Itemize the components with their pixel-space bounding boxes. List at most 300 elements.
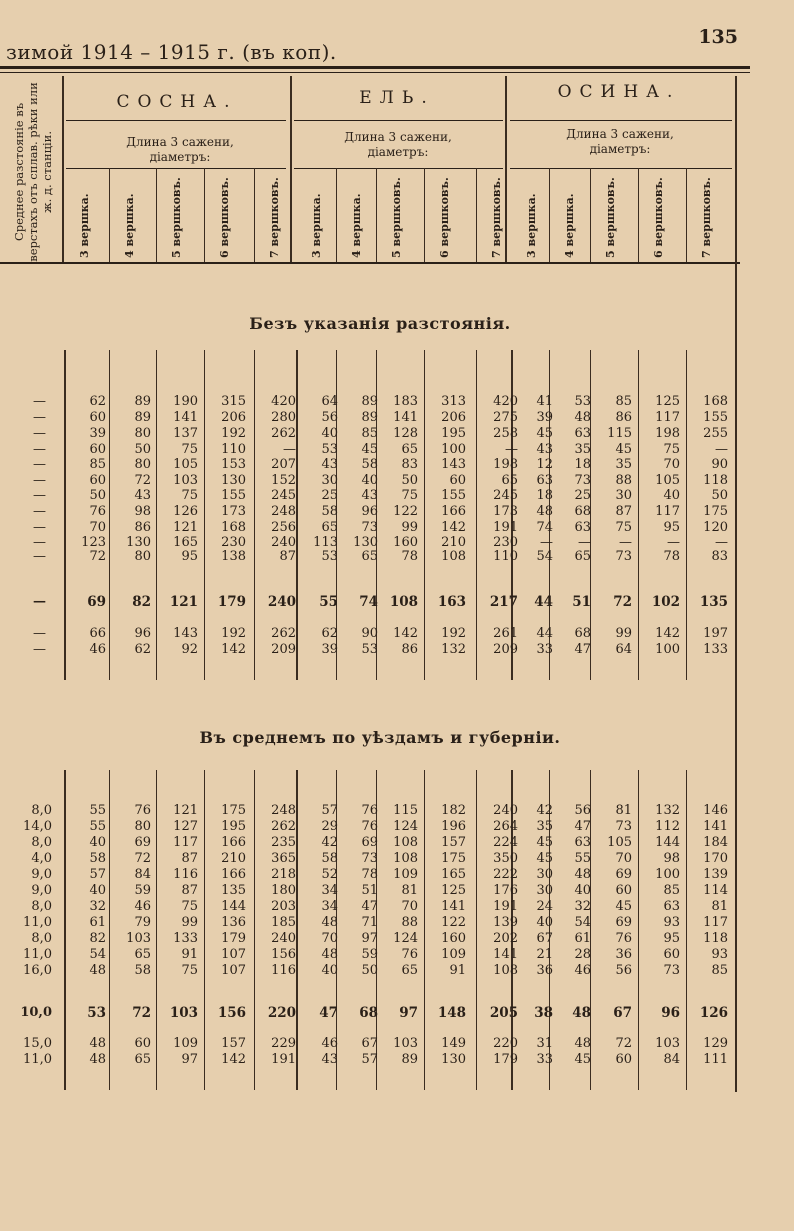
table-cell: 65 xyxy=(361,549,378,564)
table-cell: 198 xyxy=(493,457,518,472)
table-cell: — xyxy=(667,535,680,550)
table-cell: 47 xyxy=(574,819,591,834)
table-cell: 75 xyxy=(181,442,198,457)
diameter-divider xyxy=(254,168,255,262)
table-cell: 80 xyxy=(134,457,151,472)
table-cell: 84 xyxy=(663,1052,680,1067)
table-cell: 166 xyxy=(221,835,246,850)
row-distance-label: — xyxy=(33,549,46,564)
table-cell: 97 xyxy=(399,1005,418,1021)
diameter-divider xyxy=(336,168,337,262)
row-distance-label: 9,0 xyxy=(31,867,52,882)
table-cell: 70 xyxy=(615,851,632,866)
diameter-divider xyxy=(109,168,110,262)
table-cell: 103 xyxy=(173,473,198,488)
table-cell: 209 xyxy=(493,642,518,657)
table-cell: 99 xyxy=(401,520,418,535)
species-underline xyxy=(66,120,286,121)
section-title-unspecified: Безъ указанія разстоянія. xyxy=(249,314,511,333)
table-cell: 50 xyxy=(89,488,106,503)
table-cell: 111 xyxy=(703,1052,728,1067)
table-cell: 43 xyxy=(536,442,553,457)
table-cell: 255 xyxy=(703,426,728,441)
table-cell: 58 xyxy=(321,851,338,866)
table-cell: 197 xyxy=(703,626,728,641)
table-cell: 155 xyxy=(221,488,246,503)
table-cell: 60 xyxy=(89,410,106,425)
table-cell: 91 xyxy=(449,963,466,978)
table-cell: 55 xyxy=(319,594,338,610)
table-cell: 65 xyxy=(401,963,418,978)
table-cell: 173 xyxy=(493,504,518,519)
table-cell: 61 xyxy=(89,915,106,930)
table-cell: 45 xyxy=(536,426,553,441)
table-cell: 45 xyxy=(361,442,378,457)
table-cell: 81 xyxy=(615,803,632,818)
table-cell: 60 xyxy=(89,473,106,488)
table-cell: 30 xyxy=(321,473,338,488)
diameter-label: 3 вершка. xyxy=(310,193,323,258)
table-cell: 89 xyxy=(401,1052,418,1067)
diameter-header xyxy=(438,176,452,258)
table-cell: 95 xyxy=(181,549,198,564)
table-cell: 210 xyxy=(221,851,246,866)
diameter-header xyxy=(700,176,714,258)
table-cell: 230 xyxy=(493,535,518,550)
diameter-divider xyxy=(638,168,639,262)
table-cell: 124 xyxy=(393,819,418,834)
table-cell: 88 xyxy=(615,473,632,488)
diameter-header xyxy=(310,176,324,258)
table-cell: 70 xyxy=(663,457,680,472)
table-cell: 137 xyxy=(173,426,198,441)
table-cell: 132 xyxy=(441,642,466,657)
table-cell: 190 xyxy=(173,394,198,409)
diameter-label: 7 вершковъ. xyxy=(268,177,281,258)
table-cell: 264 xyxy=(493,819,518,834)
table-cell: 116 xyxy=(173,867,198,882)
table-cell: 115 xyxy=(607,426,632,441)
diameter-header xyxy=(604,176,618,258)
table-cell: 56 xyxy=(615,963,632,978)
table-cell: 155 xyxy=(441,488,466,503)
table-cell: 130 xyxy=(126,535,151,550)
table-cell: 18 xyxy=(574,457,591,472)
table-cell: 48 xyxy=(321,947,338,962)
table-cell: 256 xyxy=(271,520,296,535)
table-cell: 70 xyxy=(401,899,418,914)
table-cell: 182 xyxy=(441,803,466,818)
table-cell: 202 xyxy=(493,931,518,946)
diameter-header xyxy=(350,176,364,258)
table-cell: 79 xyxy=(134,915,151,930)
table-cell: — xyxy=(578,535,591,550)
table-cell: 87 xyxy=(181,883,198,898)
row-distance-label: 8,0 xyxy=(31,931,52,946)
table-cell: 53 xyxy=(574,394,591,409)
table-cell: 85 xyxy=(615,394,632,409)
table-cell: 43 xyxy=(321,457,338,472)
row-distance-label: 8,0 xyxy=(31,899,52,914)
table-cell: 245 xyxy=(271,488,296,503)
table-cell: 141 xyxy=(173,410,198,425)
table-cell: 87 xyxy=(181,851,198,866)
table-cell: 126 xyxy=(699,1005,728,1021)
table-cell: 118 xyxy=(703,473,728,488)
table-cell: 96 xyxy=(661,1005,680,1021)
row-distance-label: — xyxy=(33,442,46,457)
table-cell: 160 xyxy=(393,535,418,550)
table-cell: 73 xyxy=(615,819,632,834)
table-cell: 80 xyxy=(134,549,151,564)
diameter-header xyxy=(563,176,577,258)
table-cell: 143 xyxy=(173,626,198,641)
table-cell: 48 xyxy=(574,867,591,882)
table-cell: 73 xyxy=(361,520,378,535)
table-cell: — xyxy=(619,535,632,550)
diameter-header xyxy=(490,176,504,258)
table-cell: 240 xyxy=(493,803,518,818)
table-cell: 141 xyxy=(393,410,418,425)
table-cell: 141 xyxy=(441,899,466,914)
table-cell: 36 xyxy=(615,947,632,962)
table-cell: 105 xyxy=(607,835,632,850)
table-cell: 58 xyxy=(89,851,106,866)
table-cell: 153 xyxy=(221,457,246,472)
table-cell: 107 xyxy=(221,947,246,962)
table-cell: 71 xyxy=(361,915,378,930)
table-cell: 108 xyxy=(393,835,418,850)
table-cell: 139 xyxy=(703,867,728,882)
table-cell: 81 xyxy=(711,899,728,914)
diameter-divider xyxy=(204,168,205,262)
table-cell: 192 xyxy=(441,626,466,641)
table-cell: 313 xyxy=(441,394,466,409)
table-cell: 50 xyxy=(711,488,728,503)
table-cell: 69 xyxy=(615,915,632,930)
table-cell: 63 xyxy=(574,835,591,850)
table-cell: 175 xyxy=(221,803,246,818)
diameter-header xyxy=(390,176,404,258)
table-cell: 36 xyxy=(536,963,553,978)
diameter-header xyxy=(525,176,539,258)
table-cell: 121 xyxy=(169,594,198,610)
row-distance-label: — xyxy=(33,426,46,441)
table-cell: 96 xyxy=(361,504,378,519)
table-cell: 180 xyxy=(271,883,296,898)
table-cell: 157 xyxy=(441,835,466,850)
table-cell: 29 xyxy=(321,819,338,834)
row-distance-label: — xyxy=(33,488,46,503)
row-distance-label: — xyxy=(33,504,46,519)
table-cell: 58 xyxy=(321,504,338,519)
table-cell: 108 xyxy=(389,594,418,610)
diameter-divider xyxy=(376,168,377,262)
diameter-label: 6 вершковъ. xyxy=(218,177,231,258)
table-cell: 165 xyxy=(173,535,198,550)
table-cell: 59 xyxy=(361,947,378,962)
table-cell: 128 xyxy=(393,426,418,441)
row-distance-label: 16,0 xyxy=(23,963,52,978)
table-cell: 93 xyxy=(711,947,728,962)
table-cell: 210 xyxy=(441,535,466,550)
table-cell: 65 xyxy=(574,549,591,564)
table-cell: 57 xyxy=(361,1052,378,1067)
table-cell: — xyxy=(715,442,728,457)
table-cell: 30 xyxy=(536,867,553,882)
table-cell: 25 xyxy=(574,488,591,503)
table-cell: 163 xyxy=(437,594,466,610)
table-cell: 122 xyxy=(441,915,466,930)
diameter-label: 7 вершковъ. xyxy=(490,177,503,258)
table-cell: 365 xyxy=(271,851,296,866)
table-cell: 78 xyxy=(663,549,680,564)
table-cell: 165 xyxy=(441,867,466,882)
table-cell: 64 xyxy=(615,642,632,657)
diameter-label: 5 вершковъ. xyxy=(170,177,183,258)
table-cell: 99 xyxy=(615,626,632,641)
diameter-divider xyxy=(476,168,477,262)
group-divider xyxy=(290,76,292,262)
table-cell: 76 xyxy=(89,504,106,519)
table-cell: 80 xyxy=(134,426,151,441)
table-cell: 103 xyxy=(393,1036,418,1051)
species-aspen: ОСИНА. xyxy=(557,82,681,102)
table-cell: 133 xyxy=(173,931,198,946)
table-cell: 45 xyxy=(536,835,553,850)
row-distance-label: 4,0 xyxy=(31,851,52,866)
table-cell: 60 xyxy=(134,1036,151,1051)
table-cell: 69 xyxy=(134,835,151,850)
table-cell: 56 xyxy=(321,410,338,425)
row-distance-label: 8,0 xyxy=(31,803,52,818)
table-cell: 103 xyxy=(655,1036,680,1051)
table-cell: 245 xyxy=(493,488,518,503)
table-cell: 108 xyxy=(441,549,466,564)
table-cell: 148 xyxy=(437,1005,466,1021)
table-cell: 141 xyxy=(493,947,518,962)
table-cell: 47 xyxy=(361,899,378,914)
header-bottom-rule xyxy=(0,262,740,264)
table-cell: 141 xyxy=(703,819,728,834)
table-cell: 220 xyxy=(493,1036,518,1051)
table-cell: 155 xyxy=(703,410,728,425)
table-cell: 40 xyxy=(361,473,378,488)
table-cell: 70 xyxy=(321,931,338,946)
table-cell: 179 xyxy=(493,1052,518,1067)
table-cell: 121 xyxy=(173,803,198,818)
table-cell: 42 xyxy=(536,803,553,818)
table-cell: 135 xyxy=(699,594,728,610)
table-cell: 63 xyxy=(574,520,591,535)
table-cell: 315 xyxy=(221,394,246,409)
table-cell: 127 xyxy=(173,819,198,834)
table-cell: 224 xyxy=(493,835,518,850)
table-cell: 48 xyxy=(536,504,553,519)
table-cell: 205 xyxy=(489,1005,518,1021)
table-cell: 67 xyxy=(361,1036,378,1051)
table-cell: 62 xyxy=(321,626,338,641)
table-cell: 42 xyxy=(321,835,338,850)
table-cell: 149 xyxy=(441,1036,466,1051)
table-cell: 86 xyxy=(134,520,151,535)
length-spruce: Длина 3 сажени, діаметръ: xyxy=(344,130,452,159)
table-cell: 55 xyxy=(89,803,106,818)
table-cell: 262 xyxy=(271,426,296,441)
table-cell: 53 xyxy=(321,442,338,457)
table-cell: 34 xyxy=(321,883,338,898)
table-cell: 53 xyxy=(361,642,378,657)
table-cell: 130 xyxy=(441,1052,466,1067)
table-cell: 156 xyxy=(217,1005,246,1021)
table-cell: 65 xyxy=(321,520,338,535)
table-cell: 258 xyxy=(493,426,518,441)
table-cell: 59 xyxy=(134,883,151,898)
table-cell: 44 xyxy=(534,594,553,610)
table-cell: 235 xyxy=(271,835,296,850)
table-cell: 90 xyxy=(361,626,378,641)
table-cell: 209 xyxy=(271,642,296,657)
table-cell: 107 xyxy=(221,963,246,978)
row-distance-label: — xyxy=(33,457,46,472)
length-underline xyxy=(510,168,732,169)
table-cell: 21 xyxy=(536,947,553,962)
table-cell: 90 xyxy=(711,457,728,472)
table-cell: 118 xyxy=(703,931,728,946)
table-cell: 95 xyxy=(663,520,680,535)
table-cell: 230 xyxy=(221,535,246,550)
table-cell: 72 xyxy=(89,549,106,564)
table-cell: 30 xyxy=(615,488,632,503)
table-cell: 69 xyxy=(615,867,632,882)
table-cell: 32 xyxy=(89,899,106,914)
table-cell: 122 xyxy=(393,504,418,519)
table-cell: 183 xyxy=(393,394,418,409)
table-cell: 53 xyxy=(321,549,338,564)
table-cell: 108 xyxy=(393,851,418,866)
table-cell: 143 xyxy=(441,457,466,472)
table-cell: 146 xyxy=(703,803,728,818)
table-cell: 196 xyxy=(441,819,466,834)
row-distance-label: 14,0 xyxy=(23,819,52,834)
table-cell: 142 xyxy=(393,626,418,641)
table-cell: 40 xyxy=(89,835,106,850)
table-cell: 75 xyxy=(181,899,198,914)
table-cell: 63 xyxy=(663,899,680,914)
table-cell: 206 xyxy=(221,410,246,425)
table-cell: 41 xyxy=(536,394,553,409)
table-cell: 50 xyxy=(134,442,151,457)
table-cell: 130 xyxy=(353,535,378,550)
table-cell: 179 xyxy=(221,931,246,946)
table-cell: 144 xyxy=(221,899,246,914)
table-cell: 60 xyxy=(615,1052,632,1067)
table-cell: 108 xyxy=(493,963,518,978)
table-cell: 65 xyxy=(501,473,518,488)
diameter-divider xyxy=(549,168,550,262)
table-cell: 109 xyxy=(173,1036,198,1051)
table-cell: 105 xyxy=(173,457,198,472)
table-cell: 30 xyxy=(536,883,553,898)
species-spruce: ЕЛЬ. xyxy=(359,88,435,108)
distance-column-header xyxy=(12,82,60,262)
table-cell: 31 xyxy=(536,1036,553,1051)
table-cell: 48 xyxy=(89,1052,106,1067)
top-rule-thin xyxy=(0,72,750,73)
page-number: 135 xyxy=(698,26,738,48)
table-cell: 203 xyxy=(271,899,296,914)
table-cell: 65 xyxy=(134,1052,151,1067)
table-cell: 240 xyxy=(271,535,296,550)
table-cell: 97 xyxy=(181,1052,198,1067)
table-cell: 40 xyxy=(321,426,338,441)
table-cell: 85 xyxy=(89,457,106,472)
table-cell: 192 xyxy=(221,426,246,441)
table-cell: 47 xyxy=(319,1005,338,1021)
table-cell: 98 xyxy=(663,851,680,866)
table-cell: 117 xyxy=(655,410,680,425)
table-cell: 46 xyxy=(134,899,151,914)
table-cell: 103 xyxy=(126,931,151,946)
table-cell: 69 xyxy=(361,835,378,850)
table-cell: 18 xyxy=(536,488,553,503)
table-cell: 248 xyxy=(271,504,296,519)
table-cell: 82 xyxy=(132,594,151,610)
table-cell: 63 xyxy=(574,426,591,441)
table-cell: 126 xyxy=(173,504,198,519)
table-cell: 75 xyxy=(615,520,632,535)
table-cell: 74 xyxy=(359,594,378,610)
diameter-header xyxy=(78,176,92,258)
row-distance-label: 11,0 xyxy=(23,1052,52,1067)
table-cell: 92 xyxy=(181,642,198,657)
table-cell: 88 xyxy=(401,915,418,930)
species-pine: СОСНА. xyxy=(116,92,238,112)
right-frame xyxy=(735,262,737,1092)
table-cell: 45 xyxy=(536,851,553,866)
table-cell: 220 xyxy=(267,1005,296,1021)
table-cell: 43 xyxy=(321,1052,338,1067)
table-cell: 89 xyxy=(134,394,151,409)
table-cell: 95 xyxy=(663,931,680,946)
table-cell: 80 xyxy=(134,819,151,834)
row-distance-label: — xyxy=(33,410,46,425)
diameter-label: 6 вершковъ. xyxy=(652,177,665,258)
table-cell: 179 xyxy=(217,594,246,610)
table-cell: 89 xyxy=(134,410,151,425)
table-cell: 60 xyxy=(615,883,632,898)
table-cell: 50 xyxy=(361,963,378,978)
table-cell: 67 xyxy=(536,931,553,946)
table-cell: 86 xyxy=(615,410,632,425)
table-cell: 44 xyxy=(536,626,553,641)
table-cell: 61 xyxy=(574,931,591,946)
table-cell: 125 xyxy=(441,883,466,898)
table-cell: 87 xyxy=(615,504,632,519)
table-cell: 206 xyxy=(441,410,466,425)
table-cell: 34 xyxy=(321,899,338,914)
table-cell: 240 xyxy=(267,594,296,610)
table-cell: — xyxy=(283,442,296,457)
table-cell: 64 xyxy=(321,394,338,409)
table-cell: 33 xyxy=(536,642,553,657)
table-cell: 45 xyxy=(615,899,632,914)
table-cell: 45 xyxy=(574,1052,591,1067)
table-cell: 100 xyxy=(441,442,466,457)
table-cell: 116 xyxy=(271,963,296,978)
top-rule xyxy=(0,66,750,69)
table-cell: 114 xyxy=(703,883,728,898)
